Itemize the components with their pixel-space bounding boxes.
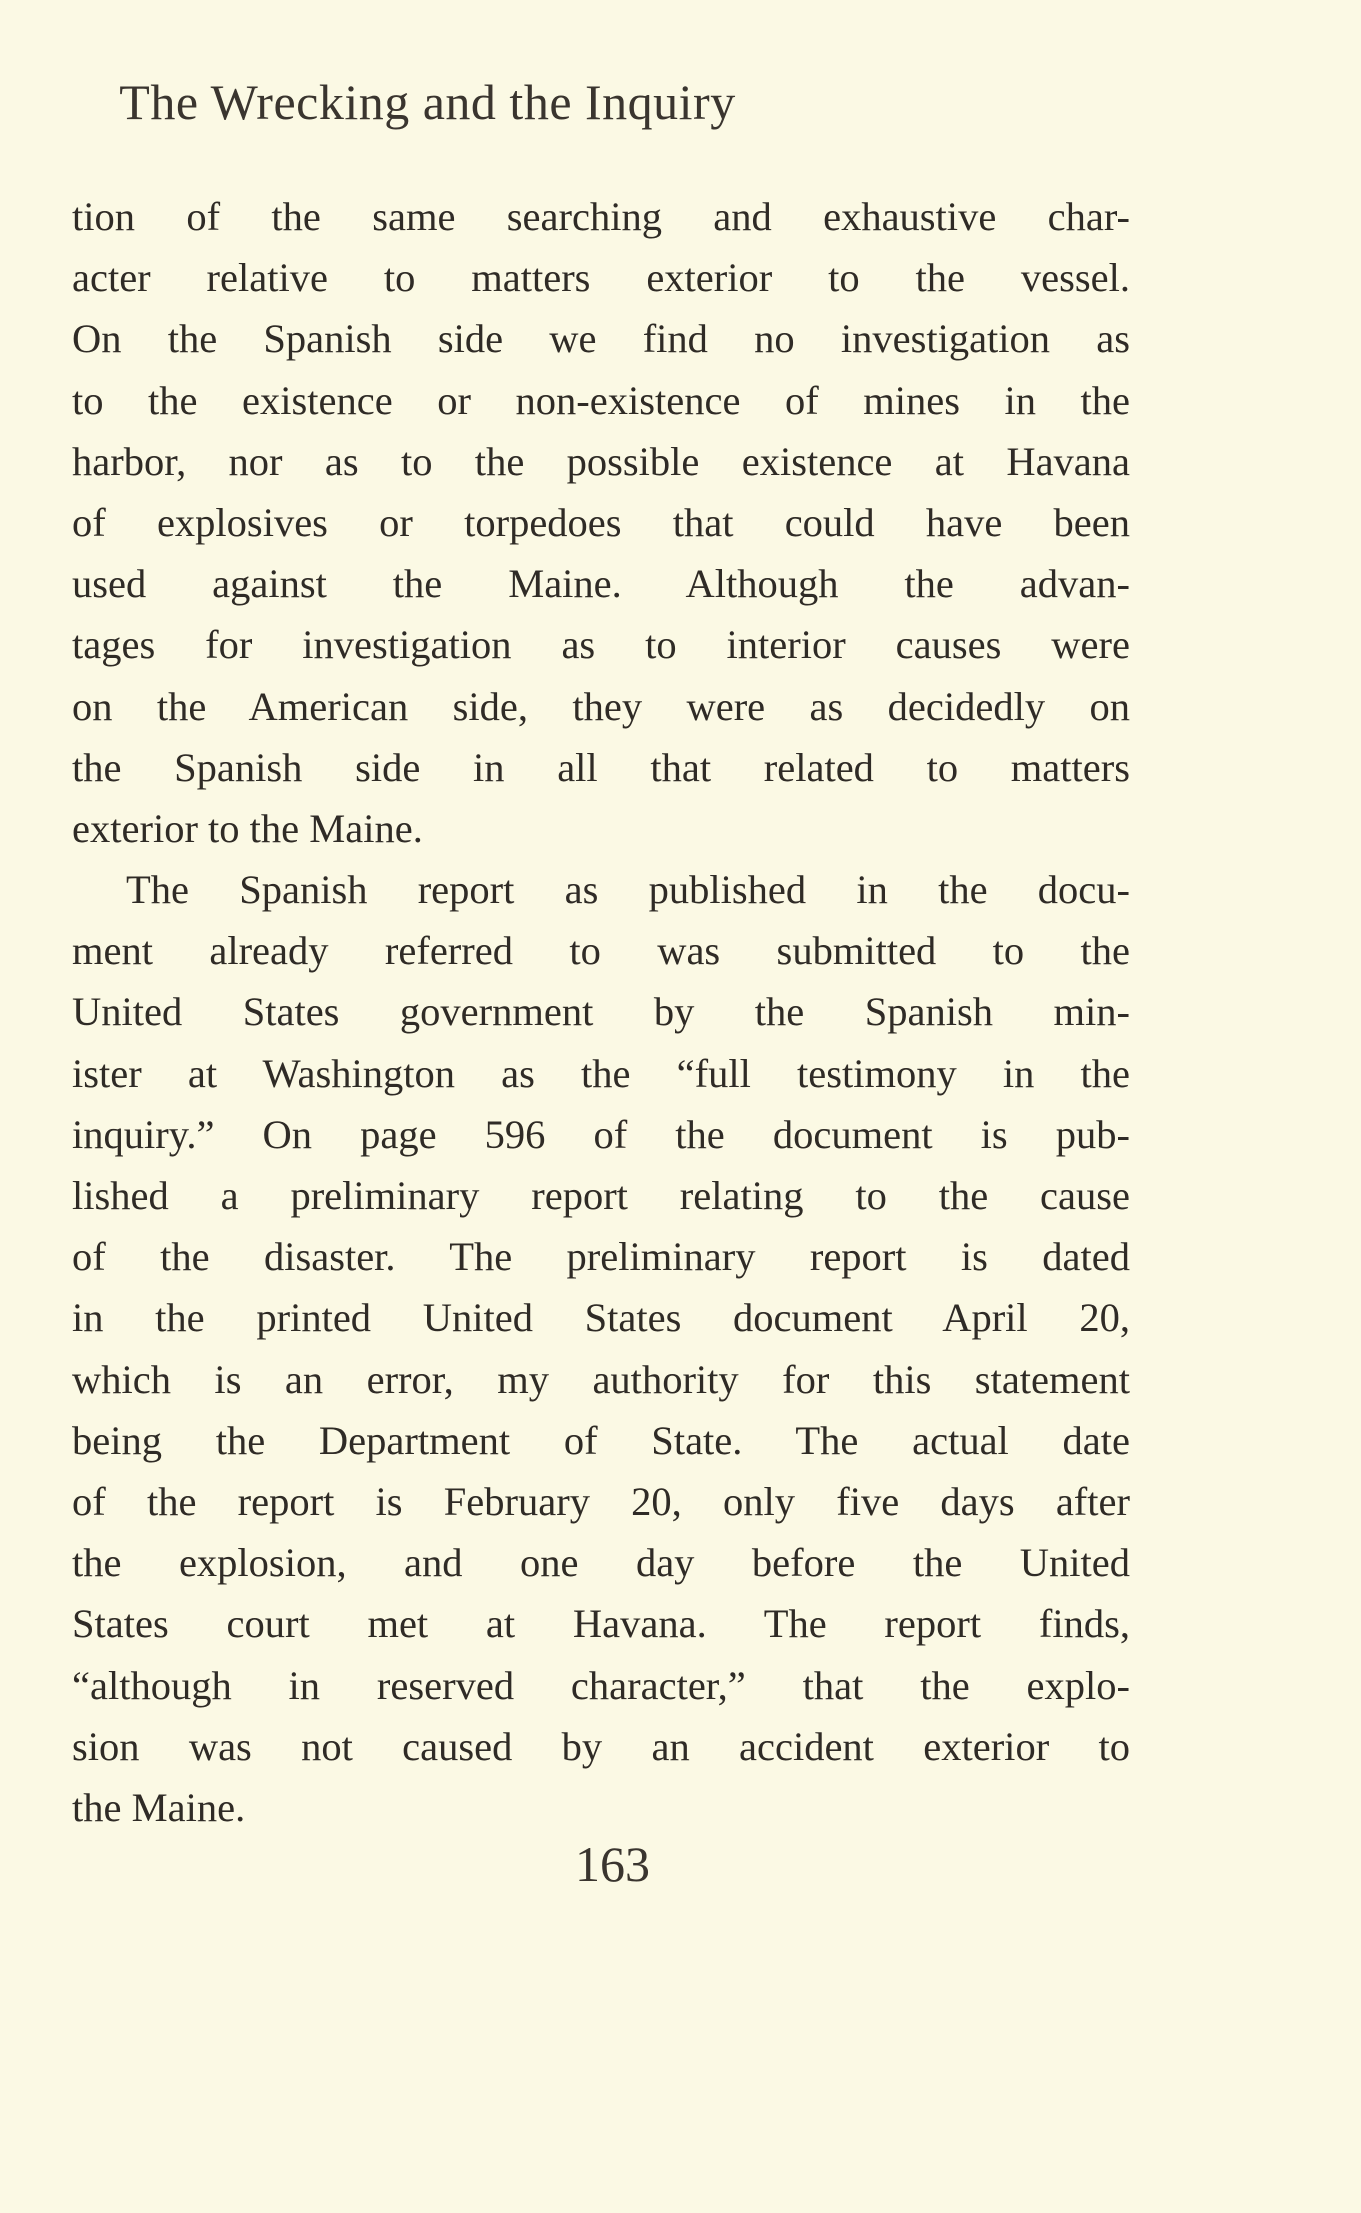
- text-line: the explosion, and one day before the United: [72, 1540, 1130, 1586]
- text-line: which is an error, my authority for this statement: [72, 1356, 1130, 1402]
- text-line: acter relative to matters exterior to the vessel.: [72, 255, 1130, 301]
- text-line: exterior to the Maine.: [72, 805, 423, 851]
- text-line: lished a preliminary report relating to the cause: [72, 1173, 1130, 1218]
- page-number: 163: [575, 1836, 650, 1892]
- text-line: ment already referred to was submitted to the: [72, 928, 1130, 974]
- text-line: harbor, nor as to the possible existence at Havana: [72, 438, 1130, 484]
- paragraph-first-line: The Spanish report as published in the docu-: [126, 867, 1130, 913]
- text-line: United States government by the Spanish min-: [72, 989, 1130, 1035]
- text-line: in the printed United States document April 20,: [72, 1295, 1130, 1341]
- text-line: the Spanish side in all that related to matters: [72, 744, 1130, 790]
- running-head: The Wrecking and the Inquiry: [119, 74, 736, 130]
- text-line: of the report is February 20, only five days after: [72, 1478, 1130, 1524]
- text-line: to the existence or non-existence of mines in the: [72, 377, 1130, 423]
- text-line: ister at Washington as the “full testimony in the: [72, 1050, 1130, 1096]
- text-line: On the Spanish side we find no investigation as: [72, 316, 1130, 362]
- text-line: on the American side, they were as decidedly on: [72, 683, 1130, 729]
- text-line: of the disaster. The preliminary report is dated: [72, 1234, 1130, 1280]
- body-text: [72, 186, 1130, 1838]
- text-line: States court met at Havana. The report finds,: [72, 1601, 1130, 1647]
- text-line: being the Department of State. The actual date: [72, 1417, 1130, 1463]
- text-line: tages for investigation as to interior causes were: [72, 622, 1130, 668]
- text-line: the Maine.: [72, 1784, 246, 1830]
- text-line: sion was not caused by an accident exterior to: [72, 1723, 1130, 1769]
- text-line: of explosives or torpedoes that could have been: [72, 499, 1130, 545]
- text-line: inquiry.” On page 596 of the document is pub-: [72, 1111, 1130, 1157]
- text-line: “although in reserved character,” that the explo-: [72, 1662, 1130, 1708]
- text-line: tion of the same searching and exhaustive char-: [72, 194, 1130, 239]
- text-line: used against the Maine. Although the advan-: [72, 561, 1130, 607]
